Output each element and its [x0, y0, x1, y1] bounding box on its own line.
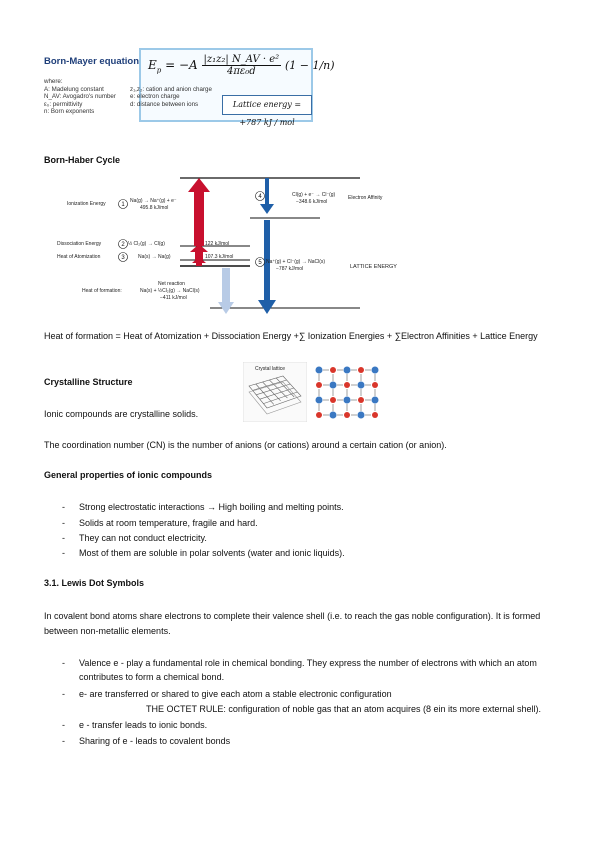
list-item-text: They can not conduct electricity. — [79, 533, 207, 543]
anion — [372, 367, 379, 374]
dissociation-step: ½ Cl₂(g) → Cl(g) — [128, 241, 165, 247]
net-reaction-label: Net reaction — [158, 281, 185, 287]
equation-fraction — [202, 54, 282, 77]
definition-row — [44, 93, 314, 101]
cation — [358, 397, 364, 403]
atomization-value: 107.3 kJ/mol — [205, 254, 234, 260]
definition-left: ε₀: permittivity — [44, 100, 83, 108]
equation-numerator: |z₁z₂| N_AV · e² — [203, 54, 280, 65]
ea-step: Cl(g) + e⁻ → Cl⁻(g) — [292, 192, 336, 198]
octet-rule-text: THE OCTET RULE: configuration of noble gas that an atom acquires (8 ein its more external shell). — [146, 704, 542, 714]
cation — [316, 412, 322, 418]
definition-right: z₁,z₂: cation and anion charge — [130, 85, 212, 93]
ion-array — [316, 367, 379, 419]
anion — [344, 367, 351, 374]
definition-row — [44, 101, 314, 109]
definition-right: d: distance between ions — [130, 100, 199, 108]
equation-prefix: = −A — [165, 58, 198, 72]
coordination-number-text: The coordination number (CN) is the number of anions (or cations) around a certain cation (or anion). — [44, 440, 447, 450]
dissociation-value: 122 kJ/mol — [205, 241, 230, 247]
lewis-title: 3.1. Lewis Dot Symbols — [44, 578, 145, 588]
list-item-text: Most of them are soluble in polar solvents (water and ionic liquids). — [79, 548, 345, 558]
anion — [330, 382, 337, 389]
cation — [372, 382, 378, 388]
formation-value: −411 kJ/mol — [160, 295, 187, 301]
lattice-label: LATTICE ENERGY — [350, 264, 397, 270]
cation — [372, 412, 378, 418]
lattice-caption: Crystal lattice — [255, 366, 286, 372]
cation — [344, 382, 350, 388]
step-number: 3 — [121, 255, 125, 261]
lewis-intro: In covalent bond atoms share electrons to complete their valence shell (i.e. to reach the gas noble configuration). It is formed between non-metallic elements. — [44, 611, 541, 636]
definitions-list — [44, 78, 314, 116]
definition-row — [44, 108, 314, 116]
ion-array-figure — [311, 362, 391, 424]
definition-left: N_AV: Avogadro's number — [44, 93, 116, 101]
list-item: - Valence e - play a fundamental role in chemical bonding. They express the number of electrons with which an atom contributes to form a chemical bond. — [62, 658, 537, 682]
list-item: - Solids at room temperature, fragile and hard. — [62, 518, 258, 528]
list-item-text: Strong electrostatic interactions → High boiling and melting points. — [79, 502, 344, 512]
list-item: - Strong electrostatic interactions → High boiling and melting points. — [62, 502, 344, 512]
step-number: 5 — [258, 260, 262, 266]
dissociation-label: Dissociation Energy — [57, 241, 102, 247]
definition-left: n: Born exponents — [44, 108, 95, 116]
definition-right: e: electron charge — [130, 93, 180, 101]
cation — [358, 367, 364, 373]
list-item-text: Valence e - play a fundamental role in chemical bonding. They express the number of electrons with which an atom contributes to form a chemical bond. — [79, 658, 537, 682]
ionization-value: 495.8 kJ/mol — [140, 205, 169, 211]
list-item: - e - transfer leads to ionic bonds. — [62, 720, 208, 730]
crystalline-title: Crystalline Structure — [44, 377, 133, 387]
equation-denominator: 4πε₀d — [226, 66, 256, 77]
list-item-text: Solids at room temperature, fragile and hard. — [79, 518, 258, 528]
equation-bracket: (1 − 1/n) — [284, 59, 335, 72]
lattice-step: Na⁺(g) + Cl⁻(g) → NaCl(s) — [266, 259, 326, 265]
step-number: 1 — [121, 202, 125, 208]
equation-lhs-sub: p — [156, 66, 162, 75]
crystalline-text: Ionic compounds are crystalline solids. — [44, 409, 199, 419]
formation-step: Na(s) + ½Cl₂(g) → NaCl(s) — [140, 288, 200, 294]
crystal-lattice-figure — [243, 362, 307, 422]
ea-arrow — [265, 178, 269, 206]
atomization-label: Heat of Atomization — [57, 254, 101, 260]
ea-arrowhead — [260, 204, 274, 214]
general-properties-title: General properties of ionic compounds — [44, 470, 213, 480]
ionization-label: Ionization Energy — [67, 201, 106, 207]
where-label: where: — [44, 78, 63, 85]
ea-value: −348.6 kJ/mol — [296, 199, 328, 205]
list-item: - Sharing of e - leads to covalent bonds — [62, 736, 231, 746]
step-number: 2 — [121, 242, 125, 248]
born-haber-title: Born-Haber Cycle — [44, 155, 121, 165]
list-item-text: e - transfer leads to ionic bonds. — [79, 720, 208, 730]
list-item: - Most of them are soluble in polar solvents (water and ionic liquids). — [62, 548, 345, 558]
cation — [344, 412, 350, 418]
ion-bonds — [319, 370, 375, 415]
anion — [316, 397, 323, 404]
list-item: - They can not conduct electricity. — [62, 533, 207, 543]
ionization-step: Na(g) → Na⁺(g) + e⁻ — [130, 198, 177, 204]
cation — [330, 367, 336, 373]
cation — [316, 382, 322, 388]
list-item: - e- are transferred or shared to give each atom a stable electronic configuration — [62, 689, 392, 699]
born-haber-diagram — [60, 168, 440, 320]
anion — [372, 397, 379, 404]
anion — [330, 412, 337, 419]
list-item-text: e- are transferred or shared to give each atom a stable electronic configuration — [79, 689, 392, 699]
definition-left: A: Madelung constant — [44, 85, 104, 93]
net-reaction-arrow — [222, 268, 230, 306]
lattice-value: −787 kJ/mol — [276, 266, 304, 272]
born-mayer-title: Born-Mayer equation — [44, 56, 140, 67]
born-mayer-equation — [148, 54, 335, 77]
ea-label: Electron Affinity — [348, 195, 383, 201]
formation-label: Heat of formation: — [82, 288, 122, 294]
heat-formation-text: Heat of formation = Heat of Atomization + Dissociation Energy +∑ Ionization Energies + ∑Electron Affinities + Lattice Energy — [44, 331, 538, 341]
step-number: 4 — [258, 194, 262, 200]
equation-lhs: E — [148, 58, 157, 72]
anion — [358, 382, 365, 389]
anion — [358, 412, 365, 419]
anion — [344, 397, 351, 404]
anion — [316, 367, 323, 374]
cation — [330, 397, 336, 403]
ionization-arrowhead — [188, 178, 210, 192]
lattice-arrowhead — [258, 300, 276, 314]
definition-row — [44, 86, 314, 94]
ionization-arrow — [194, 190, 204, 246]
list-item-text: Sharing of e - leads to covalent bonds — [79, 736, 231, 746]
lattice-energy-box: Lattice energy = +787 kJ / mol — [222, 95, 312, 115]
atomization-step: Na(s) → Na(g) — [138, 254, 171, 260]
